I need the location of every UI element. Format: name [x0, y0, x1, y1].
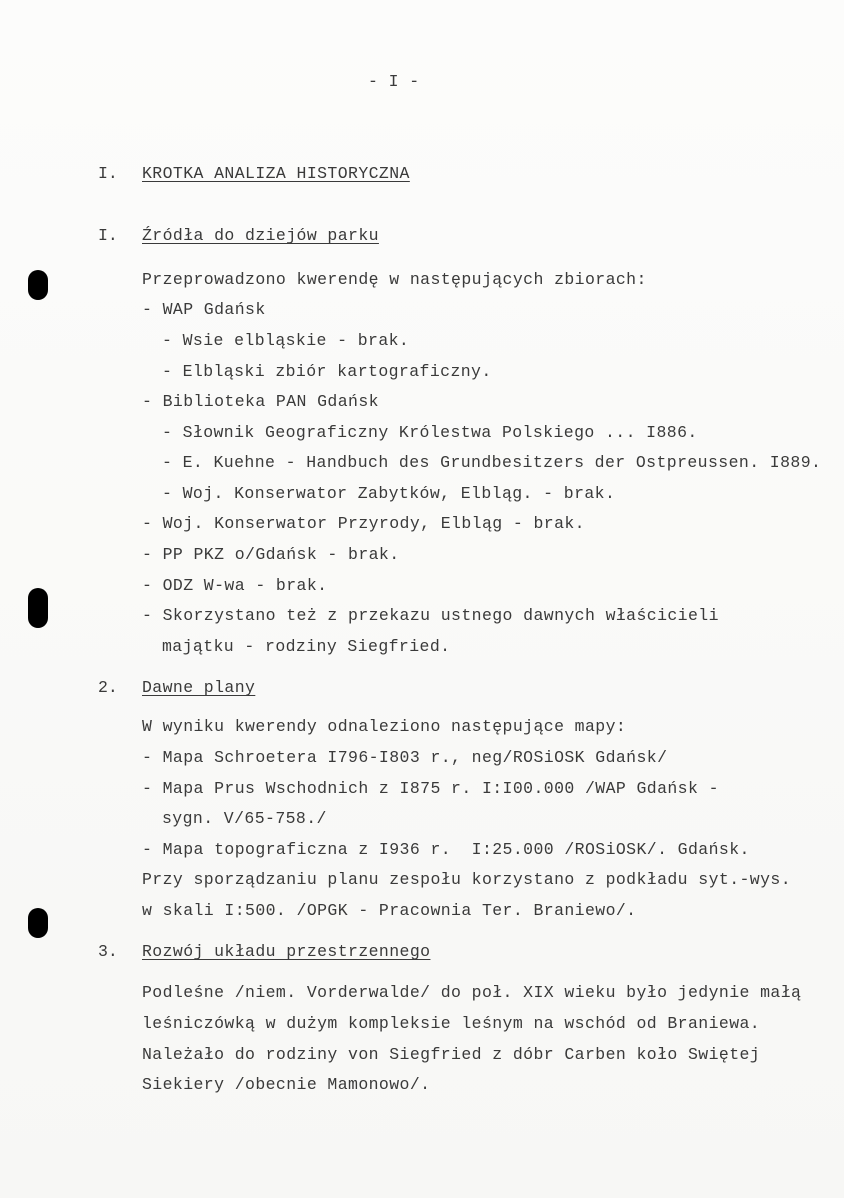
s2-number: 2. [98, 678, 118, 697]
s2-line: - Mapa Schroetera I796-I803 r., neg/ROSiOSK Gdańsk/ [142, 748, 668, 767]
s1-line: - PP PKZ o/Gdańsk - brak. [142, 545, 400, 564]
s2-title: Dawne plany [142, 678, 256, 697]
s2-line: W wyniku kwerendy odnaleziono następujące mapy: [142, 717, 627, 736]
s3-title: Rozwój układu przestrzennego [142, 942, 431, 961]
main-section-title: KROTKA ANALIZA HISTORYCZNA [142, 164, 410, 183]
s3-number: 3. [98, 942, 118, 961]
s1-line: - Skorzystano też z przekazu ustnego dawnych właścicieli [142, 606, 719, 625]
s1-line: - E. Kuehne - Handbuch des Grundbesitzers der Ostpreussen. I889. [162, 453, 822, 472]
s3-line: Siekiery /obecnie Mamonowo/. [142, 1075, 431, 1094]
s1-line: - Woj. Konserwator Zabytków, Elbląg. - brak. [162, 484, 616, 503]
s3-line: Podleśne /niem. Vorderwalde/ do poł. XIX wieku było jedynie małą [142, 983, 802, 1002]
s2-line: - Mapa Prus Wschodnich z I875 r. I:I00.000 /WAP Gdańsk - [142, 779, 719, 798]
s2-line: - Mapa topograficzna z I936 r. I:25.000 /ROSiOSK/. Gdańsk. [142, 840, 750, 859]
s1-title: Źródła do dziejów parku [142, 226, 379, 245]
s2-line: w skali I:500. /OPGK - Pracownia Ter. Braniewo/. [142, 901, 637, 920]
punch-hole-bottom [28, 908, 48, 938]
s1-line: - Wsie elbląskie - brak. [162, 331, 410, 350]
s3-line: Należało do rodziny von Siegfried z dóbr Carben koło Swiętej [142, 1045, 761, 1064]
punch-hole-top [28, 270, 48, 300]
main-section-number: I. [98, 164, 118, 183]
punch-hole-middle [28, 588, 48, 628]
s2-line: Przy sporządzaniu planu zespołu korzystano z podkładu syt.-wys. [142, 870, 792, 889]
s1-line: majątku - rodziny Siegfried. [162, 637, 451, 656]
s1-line: - WAP Gdańsk [142, 300, 266, 319]
s1-number: I. [98, 226, 118, 245]
page-number: - I - [368, 72, 420, 91]
s1-line: - Słownik Geograficzny Królestwa Polskiego ... I886. [162, 423, 698, 442]
s2-line: sygn. V/65-758./ [162, 809, 327, 828]
s1-line: Przeprowadzono kwerendę w następujących zbiorach: [142, 270, 647, 289]
s1-line: - Woj. Konserwator Przyrody, Elbląg - brak. [142, 514, 585, 533]
s1-line: - ODZ W-wa - brak. [142, 576, 328, 595]
s3-line: leśniczówką w dużym kompleksie leśnym na wschód od Braniewa. [142, 1014, 761, 1033]
s1-line: - Elbląski zbiór kartograficzny. [162, 362, 492, 381]
s1-line: - Biblioteka PAN Gdańsk [142, 392, 379, 411]
